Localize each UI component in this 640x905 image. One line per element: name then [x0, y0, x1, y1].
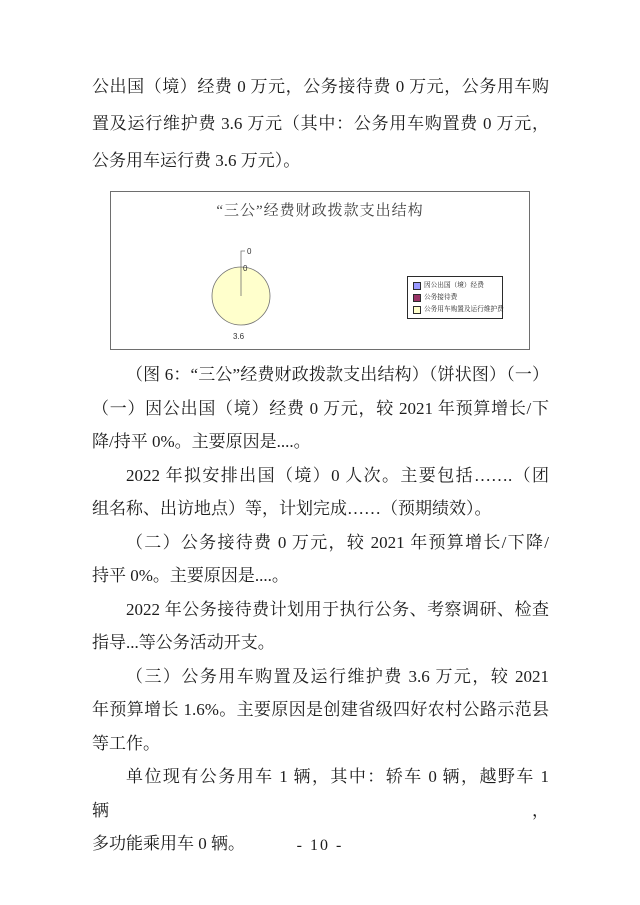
text-line: 等工作。 — [92, 733, 160, 753]
text-line: 单位现有公务用车 1 辆，其中：轿车 0 辆，越野车 1 辆， — [92, 767, 549, 820]
paragraph — [92, 593, 549, 660]
text-line: 公务用车运行费 3.6 万元）。 — [92, 151, 301, 170]
figure-box — [110, 191, 530, 350]
legend-label: 因公出国（境）经费 — [424, 282, 484, 289]
paragraph — [92, 358, 549, 459]
text-line: 降/持平 0%。主要原因是....。 — [92, 432, 311, 451]
text-line: 组名称、出访地点）等，计划完成……（预期绩效）。 — [92, 499, 492, 518]
text-line: （二）公务接待费 0 万元，较 2021 年预算增长/下降/ — [126, 532, 549, 552]
legend-row — [413, 294, 499, 302]
text-line: 年预算增长 1.6%。主要原因是创建省级四好农村公路示范县 — [92, 700, 549, 719]
pie-data-label: 0 — [243, 264, 248, 273]
text-line: （一）因公出国（境）经费 0 万元，较 2021 年预算增长/下 — [92, 398, 549, 418]
text-line: （图 6：“三公”经费财政拨款支出结构）（饼状图）（一） — [126, 365, 549, 384]
text-line: 公出国（境）经费 0 万元，公务接待费 0 万元，公务用车购 — [92, 77, 549, 96]
legend-label: 公务接待费 — [424, 294, 458, 301]
text-line: （三）公务用车购置及运行维护费 3.6 万元，较 2021 — [126, 666, 549, 686]
page-number: - 10 - — [296, 837, 344, 854]
legend-row — [413, 306, 504, 314]
legend-marker — [413, 294, 421, 302]
legend-row — [413, 282, 499, 290]
text-line: 多功能乘用车 0 辆。 — [92, 834, 245, 853]
text-line: 持平 0%。主要原因是....。 — [92, 566, 289, 585]
paragraph — [92, 660, 549, 761]
legend-box — [407, 276, 503, 319]
legend-marker — [413, 282, 421, 290]
pie-data-label: 0 — [247, 247, 252, 256]
paragraph — [92, 526, 549, 593]
text-line: 2022 年公务接待费计划用于执行公务、考察调研、检查 — [126, 599, 549, 619]
paragraph — [92, 459, 549, 526]
body-text — [92, 68, 549, 861]
lower-text-block — [92, 358, 549, 861]
text-line: 指导...等公务活动开支。 — [92, 633, 275, 652]
legend-marker — [413, 306, 421, 314]
chart-title: “三公”经费财政拨款支出结构 — [216, 203, 424, 219]
pie-chart — [111, 192, 529, 349]
paragraph — [92, 68, 549, 179]
legend-label: 公务用车购置及运行维护费 — [424, 306, 504, 313]
text-line: 置及运行维护费 3.6 万元（其中：公务用车购置费 0 万元， — [92, 114, 549, 133]
text-line: 2022 年拟安排出国（境）0 人次。主要包括…….（团 — [126, 465, 549, 485]
pie-data-label: 3.6 — [233, 332, 245, 341]
